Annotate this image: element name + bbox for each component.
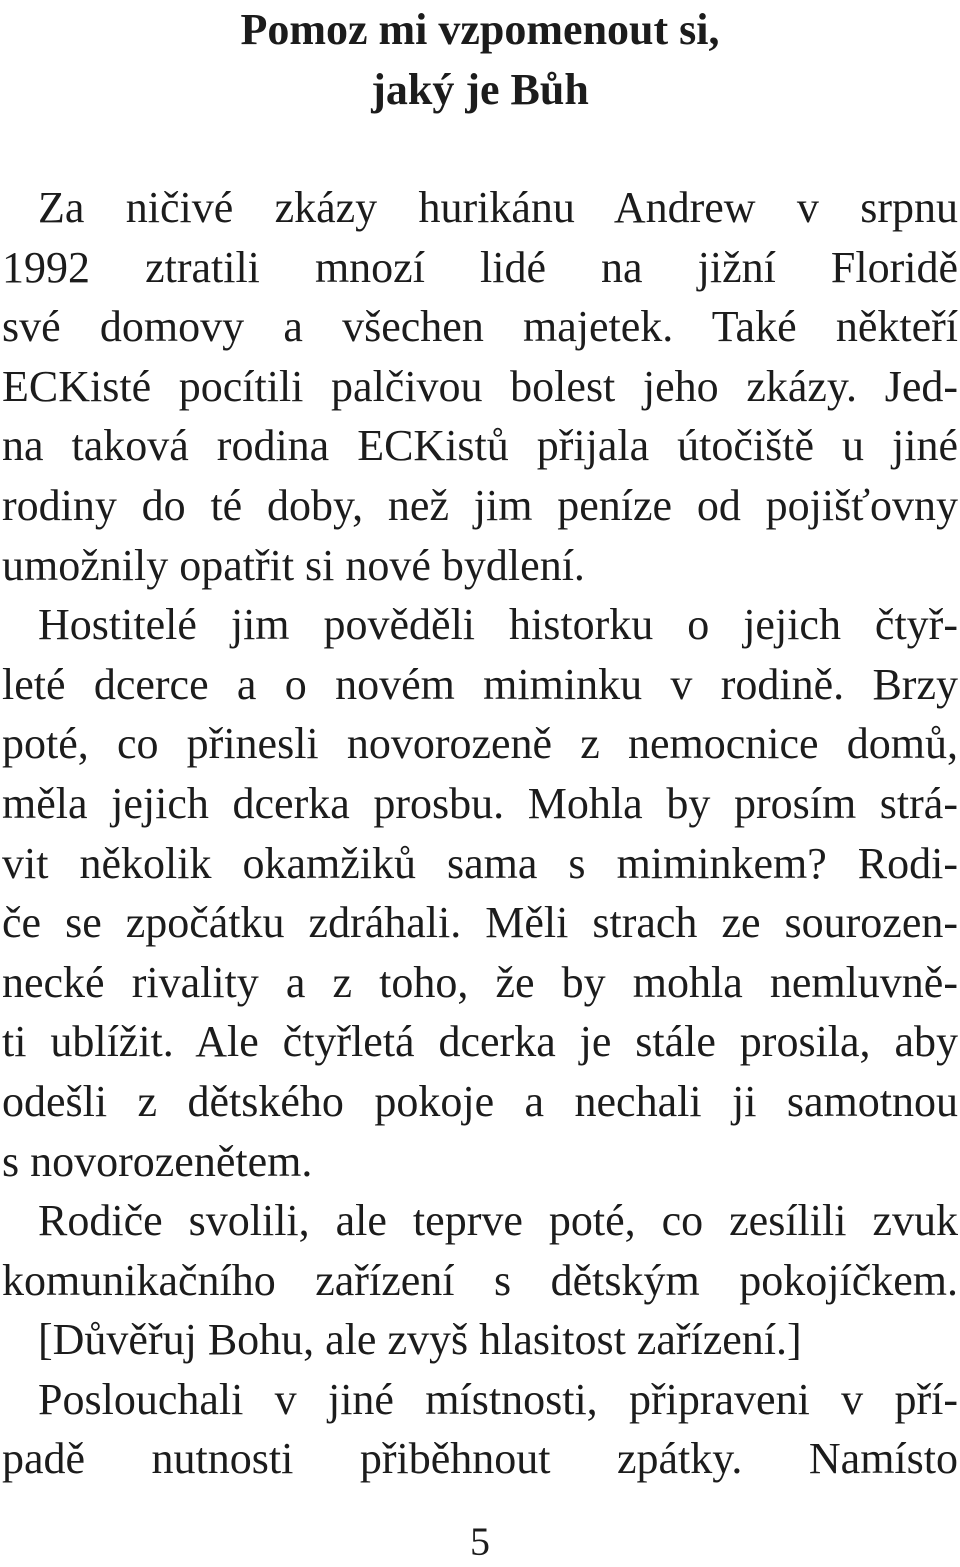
text-line: na taková rodina ECKistů přijala útočiště u jiné — [2, 421, 958, 471]
text-line: umožnily opatřit si nové bydlení. — [2, 540, 585, 590]
text-line: rodiny do té doby, než jim peníze od pojišťovny — [2, 480, 958, 530]
text-line: ECKisté pocítili palčivou bolest jeho zkázy. Jed- — [2, 361, 958, 411]
text-line: Za ničivé zkázy hurikánu Andrew v srpnu — [38, 183, 958, 232]
title-line-1: Pomoz mi vzpomenout si, — [240, 5, 720, 54]
text-line: če se zpočátku zdráhali. Měli strach ze sourozen- — [2, 898, 958, 948]
page-title — [0, 0, 960, 120]
text-line: komunikačního zařízení s dětským pokojíčkem. — [2, 1255, 958, 1305]
paragraph-2 — [2, 595, 958, 1191]
text-line: Poslouchali v jiné místnosti, připraveni v pří- — [38, 1374, 958, 1424]
text-line: padě nutnosti přiběhnout zpátky. Namísto — [2, 1434, 958, 1484]
text-line: ti ublížit. Ale čtyřletá dcerka je stále prosila, aby — [2, 1017, 958, 1067]
title-line-2: jaký je Bůh — [371, 65, 589, 114]
text-line: 1992 ztratili mnozí lidé na jižní Floridě — [2, 242, 958, 292]
body-text — [2, 178, 958, 1489]
text-line: necké rivality a z toho, že by mohla nemluvně- — [2, 957, 958, 1007]
text-line: s novorozenětem. — [2, 1136, 313, 1186]
text-line: vit několik okamžiků sama s miminkem? Rodi- — [2, 838, 958, 888]
text-line: leté dcerce a o novém miminku v rodině. Brzy — [2, 659, 958, 709]
text-line: měla jejich dcerka prosbu. Mohla by prosím strá- — [2, 778, 958, 828]
text-line: své domovy a všechen majetek. Také někteří — [2, 302, 958, 352]
page-number: 5 — [470, 1519, 490, 1564]
paragraph-1 — [2, 178, 958, 595]
text-line: poté, co přinesli novorozeně z nemocnice domů, — [2, 719, 958, 769]
paragraph-3 — [2, 1191, 958, 1489]
text-line: [Důvěřuj Bohu, ale zvyš hlasitost zařízení.] — [38, 1315, 802, 1365]
text-line: Rodiče svolili, ale teprve poté, co zesílili zvuk — [38, 1196, 958, 1246]
text-line: odešli z dětského pokoje a nechali ji samotnou — [2, 1076, 958, 1126]
text-line: Hostitelé jim pověděli historku o jejich čtyř- — [38, 600, 958, 650]
